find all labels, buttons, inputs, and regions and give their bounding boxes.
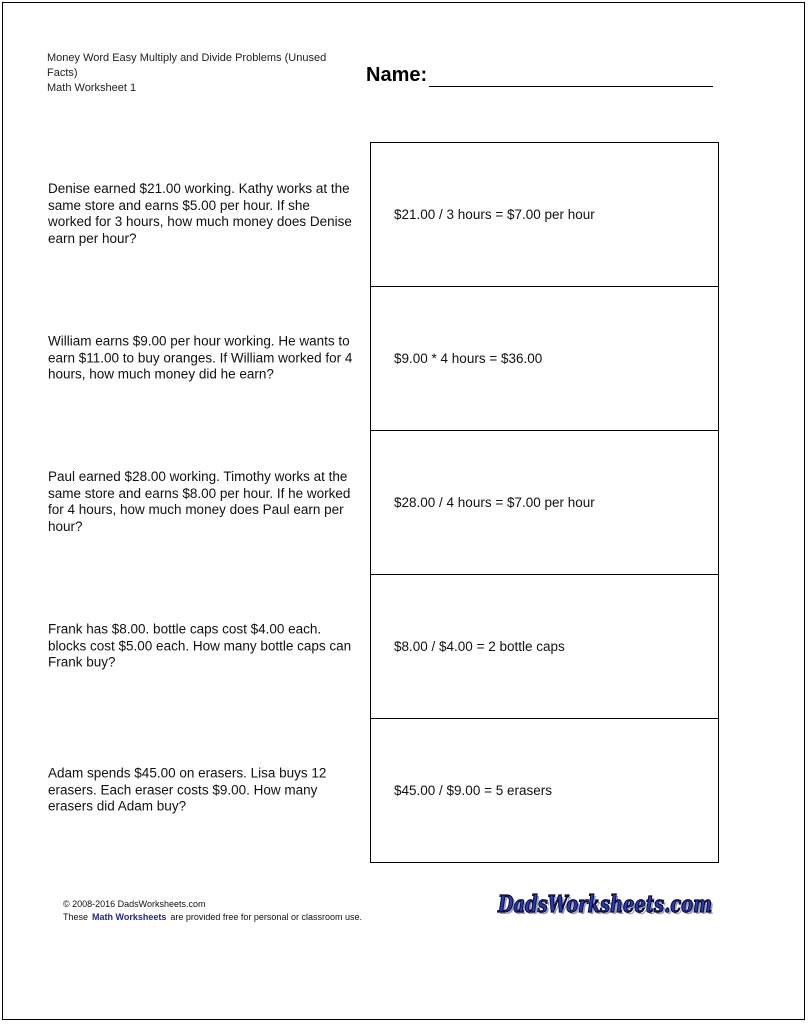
answer-box bbox=[370, 142, 719, 287]
answer-box bbox=[370, 286, 719, 431]
answer-text: $8.00 / $4.00 = 2 bottle caps bbox=[394, 639, 565, 654]
footer-note-suffix: are provided free for personal or classroom use. bbox=[170, 912, 362, 922]
problem-row bbox=[3, 718, 804, 862]
footer bbox=[63, 898, 362, 924]
name-field bbox=[366, 63, 713, 87]
answer-box bbox=[370, 574, 719, 719]
answer-box bbox=[370, 430, 719, 575]
answer-text: $21.00 / 3 hours = $7.00 per hour bbox=[394, 207, 595, 222]
problem-question: Adam spends $45.00 on erasers. Lisa buys 12 erasers. Each eraser costs $9.00. How many erasers did Adam buy? bbox=[48, 765, 327, 814]
math-worksheets-link[interactable]: Math Worksheets bbox=[92, 912, 167, 922]
worksheet-page bbox=[2, 2, 805, 1020]
name-underline bbox=[429, 66, 713, 87]
footer-note-prefix: These bbox=[63, 912, 89, 922]
worksheet-subtitle: Math Worksheet 1 bbox=[47, 82, 137, 94]
problem-question: Paul earned $28.00 working. Timothy works at the same store and earns $8.00 per hour. If he worked for 4 hours, how much money does Paul earn per hour? bbox=[48, 469, 351, 534]
problem-row bbox=[3, 142, 804, 286]
answer-text: $28.00 / 4 hours = $7.00 per hour bbox=[394, 495, 595, 510]
dadsworksheets-logo[interactable] bbox=[496, 885, 718, 925]
logo-shadow-text: DadsWorksheets.com bbox=[499, 893, 714, 920]
answer-box bbox=[370, 718, 719, 863]
problem-row bbox=[3, 430, 804, 574]
problem-list bbox=[3, 142, 804, 862]
worksheet-title-line-2: Facts) bbox=[47, 67, 78, 79]
answer-text: $45.00 / $9.00 = 5 erasers bbox=[394, 783, 552, 798]
problem-row bbox=[3, 574, 804, 718]
problem-row bbox=[3, 286, 804, 430]
footer-note bbox=[63, 911, 362, 924]
copyright-text: © 2008-2016 DadsWorksheets.com bbox=[63, 899, 206, 909]
worksheet-title-line-1: Money Word Easy Multiply and Divide Problems (Unused bbox=[47, 52, 327, 64]
logo-text: DadsWorksheets.com bbox=[497, 891, 712, 918]
name-label: Name: bbox=[366, 64, 428, 86]
worksheet-info bbox=[47, 51, 347, 96]
problem-question: Frank has $8.00. bottle caps cost $4.00 each. blocks cost $5.00 each. How many bottle caps can Frank buy? bbox=[48, 621, 352, 670]
problem-question: Denise earned $21.00 working. Kathy works at the same store and earns $5.00 per hour. If she worked for 3 hours, how much money does Denise earn per hour? bbox=[48, 181, 352, 246]
problem-question: William earns $9.00 per hour working. He wants to earn $11.00 to buy oranges. If William worked for 4 hours, how much money did he earn? bbox=[48, 333, 353, 382]
answer-text: $9.00 * 4 hours = $36.00 bbox=[394, 351, 543, 366]
